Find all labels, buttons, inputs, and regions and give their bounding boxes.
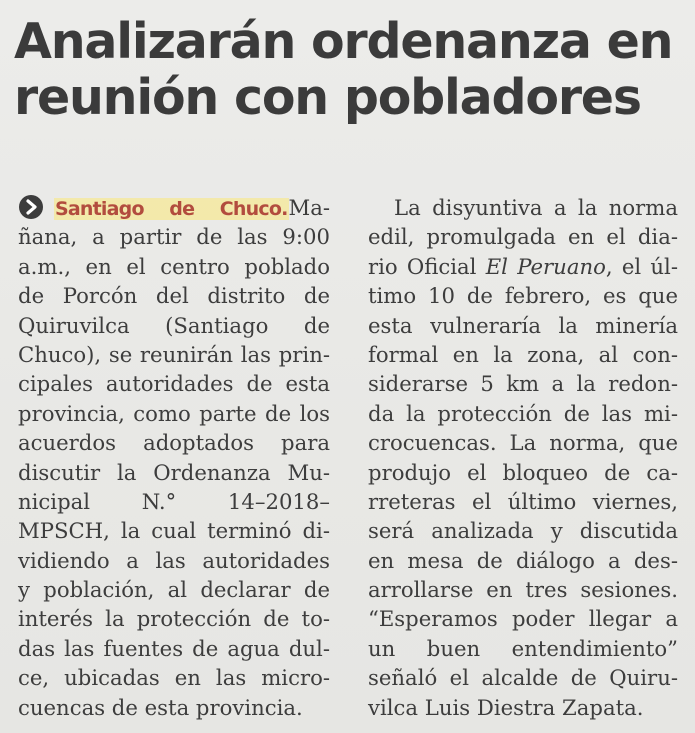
- body-line: cipales autoridades de esta: [18, 371, 330, 397]
- body-line: ce, ubicadas en las micro-: [18, 665, 330, 691]
- body-line: un buen entendimiento”: [368, 635, 678, 661]
- body-line: edil, promulgada en el dia-: [368, 224, 678, 250]
- headline-line-1: Analizarán ordenanza en: [14, 13, 673, 70]
- headline: [14, 14, 684, 126]
- body-line: [18, 193, 330, 222]
- body-line: señaló el alcalde de Quiru-: [368, 665, 678, 691]
- body-line: vidiendo a las autoridades: [18, 547, 330, 573]
- newspaper-name: El Peruano: [485, 253, 606, 279]
- body-line: La disyuntiva a la norma: [394, 195, 678, 220]
- article-column-left: [18, 193, 330, 722]
- body-line: en mesa de diálogo a des-: [368, 547, 678, 573]
- body-line: arrollarse en tres sesiones.: [368, 577, 678, 603]
- body-line: da la protección de las mi-: [368, 400, 678, 426]
- body-line: nicipal N.° 14–2018–: [18, 488, 330, 514]
- body-line: siderarse 5 km a la redon-: [368, 371, 678, 397]
- body-line: de Porcón del distrito de: [18, 283, 330, 309]
- body-line: das las fuentes de agua dul-: [18, 635, 330, 661]
- body-line: [368, 252, 678, 281]
- body-line: cuencas de esta provincia.: [18, 694, 303, 720]
- article-column-right: [368, 193, 678, 722]
- body-line: MPSCH, la cual terminó di-: [18, 518, 330, 544]
- body-text: , el úl-: [605, 253, 678, 279]
- body-line: rreteras el último viernes,: [368, 488, 678, 514]
- body-line: “Esperamos poder llegar a: [368, 606, 678, 632]
- body-line: produjo el bloqueo de ca-: [368, 459, 678, 485]
- body-line: formal en la zona, al con-: [368, 341, 678, 367]
- body-line: interés la protección de to-: [18, 606, 330, 632]
- body-line: vilca Luis Diestra Zapata.: [368, 694, 644, 720]
- body-line: a.m., en el centro poblado: [18, 253, 330, 279]
- body-text: rio Oficial: [368, 253, 486, 279]
- body-line: acuerdos adoptados para: [18, 430, 330, 456]
- body-line: ñana, a partir de las 9:00: [18, 224, 330, 250]
- body-line: Chuco), se reunirán las prin-: [18, 341, 330, 367]
- body-line: provincia, como parte de los: [18, 400, 330, 426]
- arrow-circle-icon: [18, 194, 44, 220]
- body-line: esta vulneraría la minería: [368, 312, 678, 338]
- body-line: y población, al declarar de: [18, 577, 330, 603]
- body-line: será analizada y discutida: [368, 518, 678, 544]
- headline-line-2: reunión con pobladores: [14, 69, 641, 126]
- kicker-location: Santiago de Chuco.: [55, 198, 288, 220]
- body-line: timo 10 de febrero, es que: [368, 283, 678, 309]
- body-line: discutir la Ordenanza Mu-: [18, 459, 330, 485]
- body-line: crocuencas. La norma, que: [368, 430, 678, 456]
- body-line: Quiruvilca (Santiago de: [18, 312, 330, 338]
- body-text: Ma-: [288, 195, 330, 220]
